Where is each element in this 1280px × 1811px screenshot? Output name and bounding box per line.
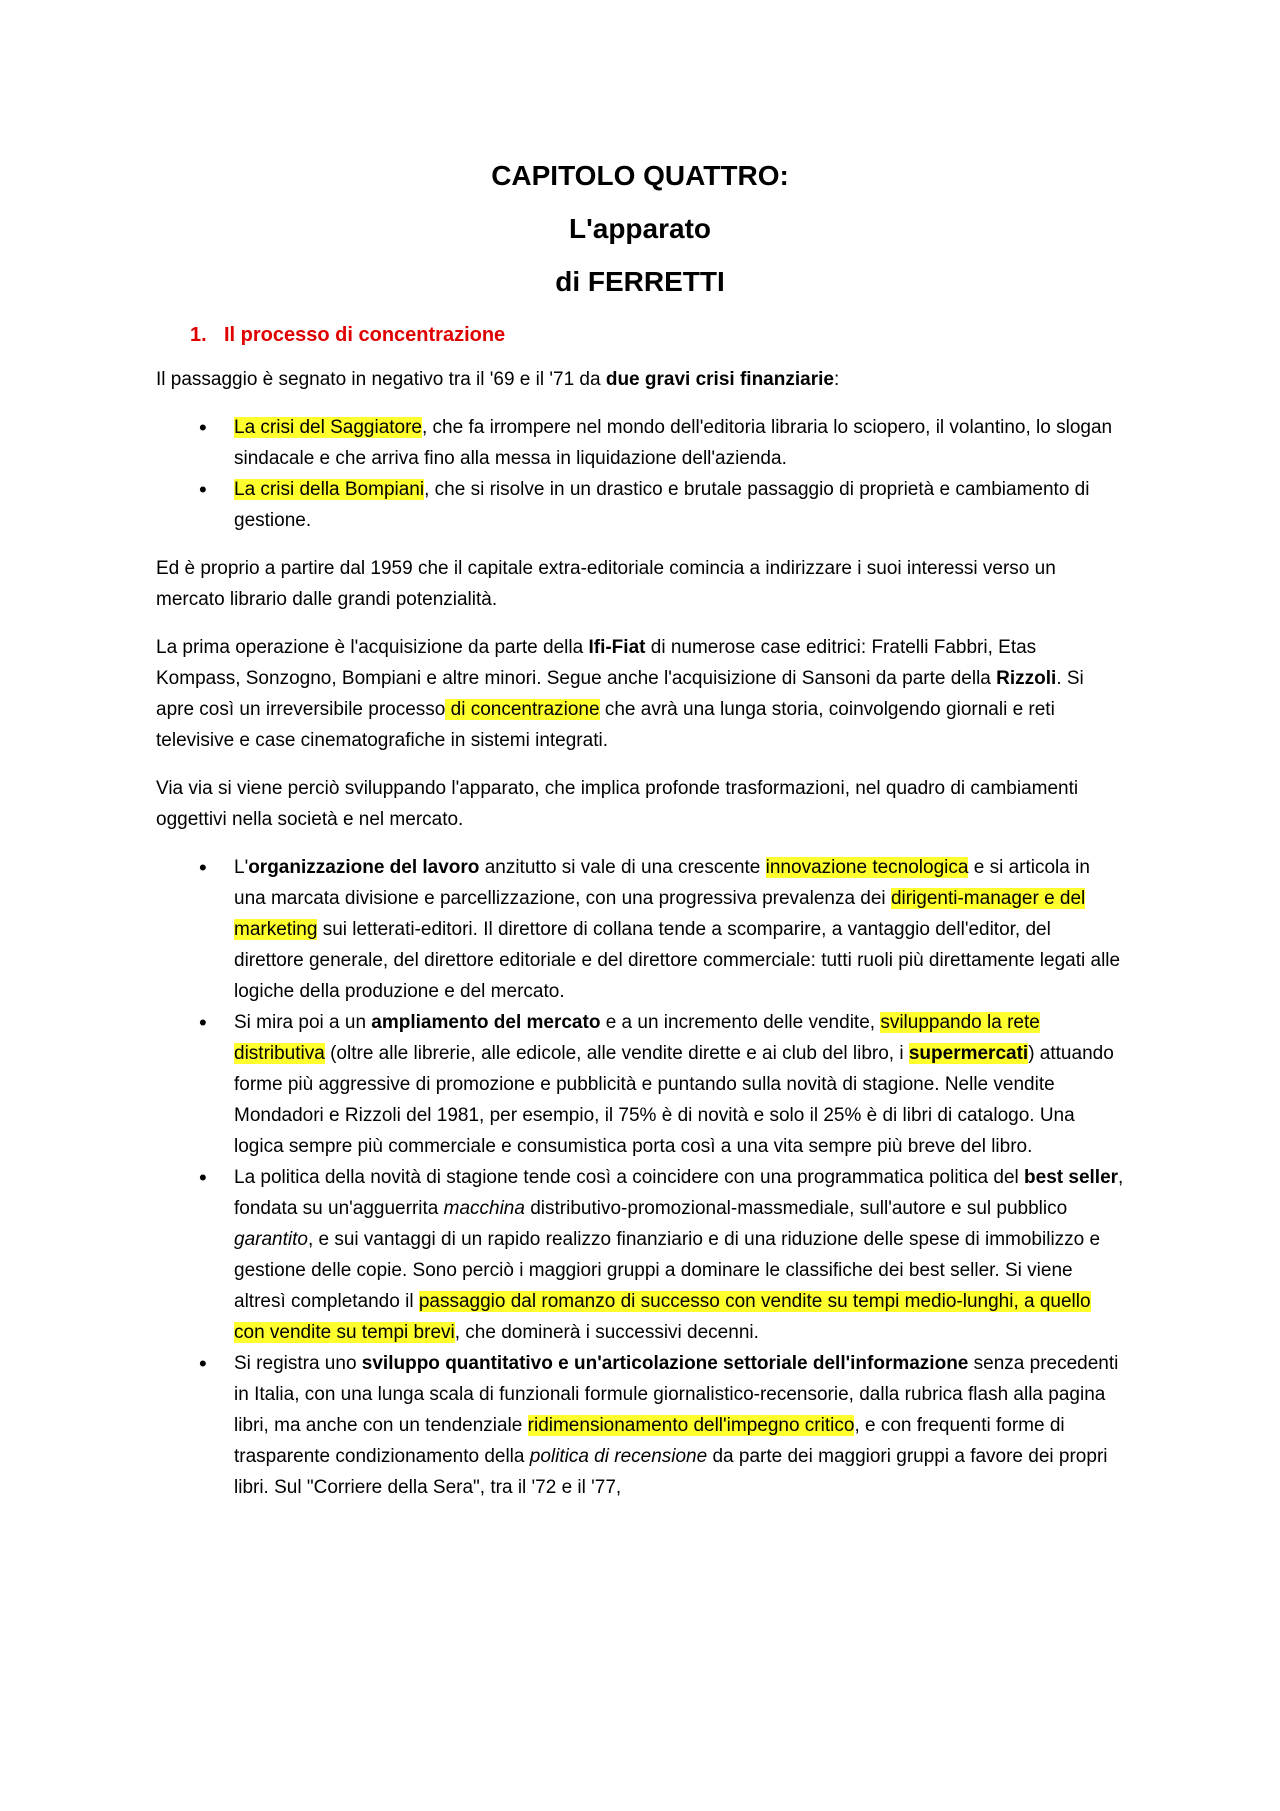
highlight-run: La crisi del Saggiatore xyxy=(234,417,422,438)
text-run: e si articola in una marcata divisione e parcellizzazione, con una progressiva prevalenza dei xyxy=(234,857,1090,909)
italic-run: garantito xyxy=(234,1229,308,1250)
text-run: (oltre alle librerie, alle edicole, alle vendite dirette e ai club del libro, i xyxy=(324,1043,909,1064)
text-run: da parte dei maggiori gruppi a favore dei propri libri. Sul "Corriere della Sera", tra il '72 e il '77, xyxy=(234,1446,1108,1498)
highlight-bold-run: supermercati xyxy=(908,1043,1029,1064)
text-run: distributivo-promozional-massmediale, sull'autore e sul pubblico xyxy=(524,1198,1068,1219)
text-run: , che fa irrompere nel mondo dell'editoria libraria lo sciopero, il volantino, lo slogan sindacale e che arriva fino alla messa in liquidazione dell'azienda. xyxy=(234,417,1113,469)
text-run: , e con frequenti forme di trasparente condizionamento della xyxy=(234,1415,1065,1467)
bold-run: organizzazione del lavoro xyxy=(248,857,480,878)
text-run: senza precedenti in Italia, con una lunga scala di funzionali formule giornalistico-recensorie, dalla rubrica flash alla pagina libri, ma anche con un tendenziale xyxy=(234,1353,1119,1436)
transformations-list xyxy=(156,852,1124,1503)
bold-run: Rizzoli xyxy=(996,668,1057,689)
page-content xyxy=(156,158,1124,1520)
text-run: , e sui vantaggi di un rapido realizzo finanziario e di una riduzione delle spese di immobilizzo e gestione delle copie. Sono perciò i maggiori gruppi a dominare le classifiche dei best seller. Si viene altresì completando il xyxy=(234,1229,1101,1312)
list-item xyxy=(156,1007,1124,1162)
italic-run: macchina xyxy=(443,1198,525,1219)
list-item xyxy=(156,412,1124,474)
text-run: , fondata su un'agguerrita xyxy=(234,1167,1124,1219)
highlight-run: sviluppando la rete distributiva xyxy=(234,1012,1040,1064)
paragraph-1 xyxy=(156,364,1124,395)
list-item xyxy=(156,852,1124,1007)
text-run: di numerose case editrici: Fratelli Fabbri, Etas Kompass, Sonzogno, Bompiani e altre minori. Segue anche l'acquisizione di Sansoni da parte della xyxy=(156,637,1037,689)
text-run: , che si risolve in un drastico e brutale passaggio di proprietà e cambiamento di gestione. xyxy=(234,479,1090,531)
text-run: : xyxy=(833,369,840,390)
highlight-run: ridimensionamento dell'impegno critico xyxy=(527,1415,855,1436)
text-run: La prima operazione è l'acquisizione da parte della xyxy=(156,637,589,658)
chapter-title-line-1: CAPITOLO QUATTRO: xyxy=(491,160,789,191)
highlight-run: di concentrazione xyxy=(445,699,600,720)
bold-run: due gravi crisi finanziarie xyxy=(605,369,834,390)
highlight-run: innovazione tecnologica xyxy=(765,857,969,878)
text-run: L' xyxy=(234,857,249,878)
text-run: . Si apre così un irreversibile processo xyxy=(156,668,1084,720)
section-number: 1. xyxy=(190,324,207,346)
text-run: ) attuando forme più aggressive di promozione e pubblicità e puntando sulla novità di stagione. Nelle vendite Mondadori e Rizzoli del 1981, per esempio, il 75% è di novità e solo il 25% è di libri di catalogo. Una logica sempre più commerciale e consumistica porta così a una vita sempre più breve del libro. xyxy=(234,1043,1114,1157)
chapter-title xyxy=(156,158,1124,300)
text-run: sui letterati-editori. Il direttore di collana tende a scomparire, a vantaggio dell'editor, del direttore generale, del direttore editoriale e del direttore commerciale: tutti ruoli più direttamente legati alle logiche della produzione e del mercato. xyxy=(234,919,1121,1002)
text-run: Il passaggio è segnato in negativo tra il '69 e il '71 da xyxy=(156,369,606,390)
highlight-run: La crisi della Bompiani xyxy=(234,479,425,500)
text-run: Si mira poi a un xyxy=(234,1012,372,1033)
italic-run: politica di recensione xyxy=(529,1446,708,1467)
highlight-run: passaggio dal romanzo di successo con vendite su tempi medio-lunghi, a quello con vendite su tempi brevi xyxy=(234,1291,1091,1343)
bold-run: ampliamento del mercato xyxy=(371,1012,601,1033)
bold-run: sviluppo quantitativo e un'articolazione settoriale dell'informazione xyxy=(361,1353,969,1374)
text-run: anzitutto si vale di una crescente xyxy=(479,857,766,878)
bold-run: Ifi-Fiat xyxy=(588,637,646,658)
list-item xyxy=(156,474,1124,536)
chapter-title-line-2: L'apparato xyxy=(568,213,711,244)
chapter-title-line-3: di FERRETTI xyxy=(555,266,725,297)
text-run: La politica della novità di stagione tende così a coincidere con una programmatica politica del xyxy=(234,1167,1025,1188)
text-run: che avrà una lunga storia, coinvolgendo giornali e reti televisive e case cinematografiche in sistemi integrati. xyxy=(156,699,1055,751)
paragraph-3 xyxy=(156,632,1124,756)
section-label: Il processo di concentrazione xyxy=(224,324,506,346)
list-item xyxy=(156,1348,1124,1503)
list-item xyxy=(156,1162,1124,1348)
section-heading xyxy=(190,322,1124,348)
text-run: , che dominerà i successivi decenni. xyxy=(454,1322,759,1343)
crisis-list xyxy=(156,412,1124,536)
text-run: Si registra uno xyxy=(234,1353,362,1374)
paragraph-2: Ed è proprio a partire dal 1959 che il capitale extra-editoriale comincia a indirizzare i suoi interessi verso un mercato librario dalle grandi potenzialità. xyxy=(156,558,1056,610)
text-run: e a un incremento delle vendite, xyxy=(600,1012,881,1033)
paragraph-4: Via via si viene perciò sviluppando l'apparato, che implica profonde trasformazioni, nel quadro di cambiamenti oggettivi nella società e nel mercato. xyxy=(156,778,1079,830)
highlight-run: dirigenti-manager e del marketing xyxy=(234,888,1086,940)
bold-run: best seller xyxy=(1024,1167,1119,1188)
